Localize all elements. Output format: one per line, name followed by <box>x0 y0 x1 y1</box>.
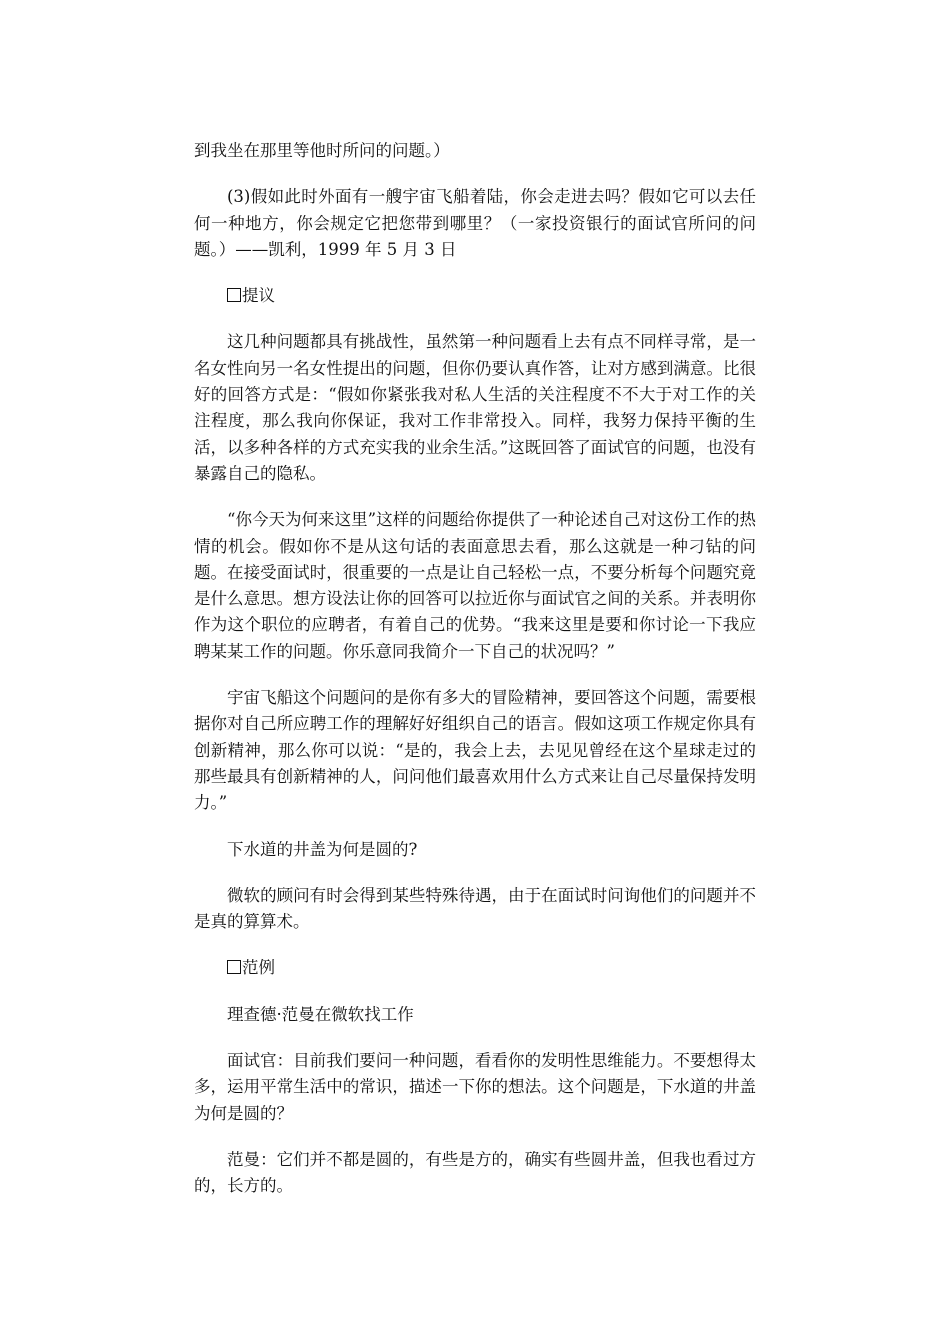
checkbox-square-icon <box>227 288 241 302</box>
paragraph-manhole-question: 下水道的井盖为何是圆的? <box>227 839 418 859</box>
paragraph-spaceship: 宇宙飞船这个问题问的是你有多大的冒险精神，要回答这个问题，需要根据你对自己所应聘工作的理解好好组织自己的语言。假如这项工作规定你具有创新精神，那么你可以说：“是的，我会上去，去见见曾经在这个星球走过的那些最具有创新精神的人，问问他们最喜欢用什么方式来让自己尽量保持发明力。” <box>194 688 756 813</box>
section-heading-label: 提议 <box>242 286 275 306</box>
section-heading-suggestion <box>194 283 756 309</box>
paragraph-example-title: 理查德·范曼在微软找工作 <box>227 1004 414 1024</box>
section-heading-label: 范例 <box>242 958 275 978</box>
paragraph-continuation: 到我坐在那里等他时所问的问题。） <box>194 141 450 160</box>
paragraph-challenge: 这几种问题都具有挑战性，虽然第一种问题看上去有点不同样寻常，是一名女性向另一名女性提出的问题，但你仍要认真作答，让对方感到满意。比很好的回答方式是：“假如你紧张我对私人生活的关注程度不不大于对工作的关注程度，那么我向你保证，我对工作非常投入。同样，我努力保持平衡的生活，以多种各样的方式充实我的业余生活。”这既回答了面试官的问题，也没有暴露自己的隐私。 <box>194 332 756 483</box>
paragraph-question-3: (3)假如此时外面有一艘宇宙飞船着陆，你会走进去吗？假如它可以去任何一种地方，你会规定它把您带到哪里？（一家投资银行的面试官所问的问题。）——凯利，1999 年 5 月 3 日 <box>194 187 756 259</box>
section-heading-example <box>194 955 756 981</box>
paragraph-feynman: 范曼：它们并不都是圆的，有些是方的，确实有些圆井盖，但我也看过方的，长方的。 <box>194 1149 756 1196</box>
paragraph-why-here: “你今天为何来这里”这样的问题给你提供了一种论述自己对这份工作的热情的机会。假如你不是从这句话的表面意思去看，那么这就是一种刁钻的问题。在接受面试时，很重要的一点是让自己轻松一点，不要分析每个问题究竟是什么意思。想方设法让你的回答可以拉近你与面试官之间的关系。并表明你作为这个职位的应聘者，有着自己的优势。“我来这里是要和你讨论一下我应聘某某工作的问题。你乐意同我简介一下自己的状况吗？” <box>194 510 756 661</box>
document-body <box>194 138 756 1220</box>
checkbox-square-icon <box>227 960 241 974</box>
paragraph-interviewer: 面试官：目前我们要问一种问题，看看你的发明性思维能力。不要想得太多，运用平常生活中的常识，描述一下你的想法。这个问题是，下水道的井盖为何是圆的？ <box>194 1051 756 1123</box>
paragraph-microsoft: 微软的顾问有时会得到某些特殊待遇，由于在面试时问询他们的问题并不是真的算算术。 <box>194 885 756 932</box>
